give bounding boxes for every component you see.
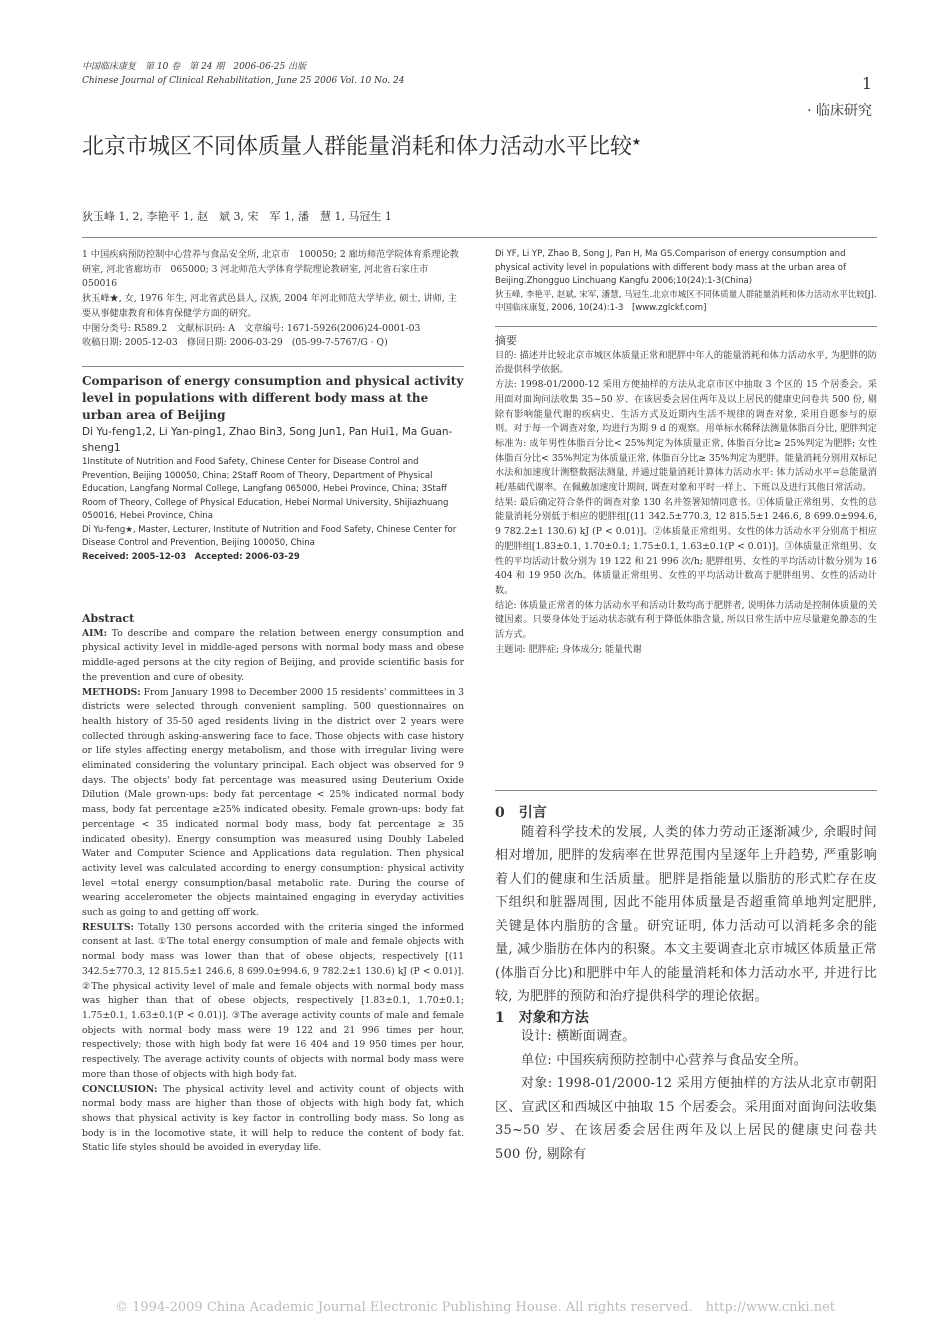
abstract-cn-aim: 目的: 描述并比较北京市城区体质量正常和肥胖中年人的能量消耗和体力活动水平, 为肥胖的防治提供科学依据。 <box>495 349 877 376</box>
title-star: ★ <box>632 137 641 148</box>
abstract-conclusion <box>82 1083 464 1157</box>
left-divider <box>82 366 464 367</box>
en-authors: Di Yu-feng1,2, Li Yan-ping1, Zhao Bin3, Song Jun1, Pan Hui1, Ma Guan-sheng1 <box>82 426 453 454</box>
journal-en: Chinese Journal of Clinical Rehabilitation, June 25 2006 Vol. 10 No. 24 <box>82 76 405 86</box>
body-text <box>495 806 877 1166</box>
section1-heading: 1 对象和方法 <box>495 1009 589 1026</box>
citation-block <box>495 248 877 316</box>
methods-text: From January 1998 to December 2000 15 residents' committees in 3 districts were selected through convenient sampling. 500 questionnaires on health history of 35-50 aged residents living in the district over 2 years were collected through asking-answering face to face. Those objects with case history or life styles affecting energy metabolism, and those with irregular living were eliminated considering the voluntary principal. Each object was observed for 9 days. The objects' body fat percentage was measured using Deuterium Oxide Dilution (Male grown-ups: body fat percentage < 25% indicated normal body mass, body fat percentage ≥25% indicated obesity. Female grown-ups: body fat percentage < 35 indicated normal body mass, body fat percentage ≥ 35 indicated obesity). Energy consumption was measured using Doubly Labeled Water and Computer Science and Applications data regulation. Then physical activity level was calculated according to energy consumption: physical activity level =total energy consumption/basal metabolic rate. During the course of wearing accelerometer the objects maintained engaging in everyday activities such as going to and getting off work. <box>82 686 464 919</box>
abstract-end-divider <box>495 790 877 791</box>
en-received: Received: 2005-12-03 Accepted: 2006-03-29 <box>82 551 300 562</box>
design-text: 设计: 横断面调查。 <box>521 1029 636 1045</box>
abstract-results <box>82 921 464 1083</box>
abstract-heading: Abstract <box>82 612 135 625</box>
aim-text: To describe and compare the relation between energy consumption and physical activity level in middle-aged persons with normal body mass and obese middle-aged persons at the city region of Beijing, and provide scientific basis for the prevention and cure of obesity. <box>82 627 464 683</box>
affiliation-block <box>82 248 464 351</box>
abstract-cn-conclusion: 结论: 体质量正常者的体力活动水平和活动计数均高于肥胖者, 说明体力活动是控制体质量的关键因素。只要身体处于运动状态就有利于降低体脂含量, 所以日常生活中应尽量避免静态的生活方式。 <box>495 599 877 641</box>
received-cn: 收稿日期: 2005-12-03 修回日期: 2006-03-29 (05-99-7-5767/G · Q) <box>82 337 388 349</box>
aim-label: AIM: <box>82 627 107 639</box>
abstract-methods <box>82 686 464 921</box>
abstract-aim <box>82 627 464 686</box>
abstract-en <box>82 612 464 1156</box>
section0-heading: 0 引言 <box>495 805 547 821</box>
conclusion-label: CONCLUSION: <box>82 1083 158 1095</box>
section-tag: · 临床研究 <box>807 103 872 119</box>
citation-en: Di YF, Li YP, Zhao B, Song J, Pan H, Ma GS.Comparison of energy consumption and physical activity level in populations with different body mass at the urban area of Beijing.Zhongguo Linchuang Kangfu 2006;10(24):1-3(China) <box>495 249 846 286</box>
journal-cn: 中国临床康复 第 10 卷 第 24 期 2006-06-25 出版 <box>82 62 307 72</box>
results-label: RESULTS: <box>82 921 134 933</box>
keywords-cn: 主题词: 肥胖症; 身体成分; 能量代谢 <box>495 643 642 655</box>
en-bio: Di Yu-feng★, Master, Lecturer, Institute of Nutrition and Food Safety, Chinese Center for Disease Control and Prevention, Beijing 100050, China <box>82 524 457 548</box>
right-divider <box>495 326 877 327</box>
en-title: Comparison of energy consumption and physical activity level in populations with different body mass at the urban area of Beijing <box>82 374 464 422</box>
citation-cn: 狄玉峰, 李艳平, 赵斌, 宋军, 潘慧, 马冠生.北京市城区不同体质量人群能量消耗和体力活动水平比较[J].中国临床康复, 2006, 10(24):1-3 [www.zglckf.com] <box>495 289 877 313</box>
section0-text: 随着科学技术的发展, 人类的体力劳动正逐渐减少, 余暇时间相对增加, 肥胖的发病率在世界范围内呈逐年上升趋势, 严重影响着人们的健康和生活质量。肥胖是指能量以脂肪的形式贮存在皮下组织和脏器周围, 因此不能用体质量是否超重简单地判定肥胖, 关键是体内脂肪的含量。研究证明, 体力活动可以消耗多余的能量, 减少脂肪在体内的积聚。本文主要调查北京市城区体质量正常(体脂百分比)和肥胖中年人的能量消耗和体力活动水平, 并进行比较, 为肥胖的预防和治疗提供科学的理论依据。 <box>495 824 877 1005</box>
authors-cn: 狄玉峰 1, 2, 李艳平 1, 赵 斌 3, 宋 军 1, 潘 慧 1, 马冠生 1 <box>82 210 392 223</box>
affiliation-cn: 1 中国疾病预防控制中心营养与食品安全所, 北京市 100050; 2 廊坊师范学院体育系理论教研室, 河北省廊坊市 065000; 3 河北师范大学体育学院理论教研室, 河北省石家庄市 050016 <box>82 249 459 290</box>
abstract-cn-heading: 摘要 <box>495 334 517 347</box>
page-number: 1 <box>861 74 872 93</box>
conclusion-text: The physical activity level and activity count of objects with normal body mass are higher than those of objects with high body fat, which shows that physical activity is key factor in controlling body mass. So long as body is in the locomotive state, it will help to reduce the content of body fat. Static life styles should be avoided in everyday life. <box>82 1083 464 1154</box>
english-header <box>82 373 464 564</box>
class-line: 中图分类号: R589.2 文献标识码: A 文章编号: 1671-5926(2006)24-0001-03 <box>82 322 421 334</box>
subjects-text: 对象: 1998-01/2000-12 采用方便抽样的方法从北京市朝阳区、宣武区和西城区中抽取 15 个居委会。采用面对面询问法收集 35~50 岁、在该居委会居住两年及以上居民的健康史问卷共 500 份, 剔除有 <box>495 1076 878 1162</box>
abstract-cn-methods: 方法: 1998-01/2000-12 采用方便抽样的方法从北京市区中抽取 3 个区的 15 个居委会。采用面对面询问法收集 35~50 岁、在该居委会居住两年及以上居民的健康史问卷共 500 份, 剔除有影响能量代谢的疾病史、生活方式及近期内生活不规律的调查对象, 采用自愿参与的原则。对于每一个调查对象, 均进行为期 9 d 的观察。用单标水稀释法测量体脂百分比, 肥胖判定标准为: 成年男性体脂百分比< 25%判定为体质量正常, 体脂百分比≥ 25%判定为肥胖; 女性体脂百分比< 35%判定为体质量正常, 体脂百分比≥ 35%判定为肥胖。能量消耗分别用双标记水法和加速度计测整数据法测量, 并通过能量消耗计算体力活动水平: 体力活动水平=总能量消耗/基础代谢率。在佩戴加速度计期间, 调查对象和平时一样上、下班以及进行其他日常活动。 <box>495 379 877 494</box>
copyright-footer: © 1994-2009 China Academic Journal Electronic Publishing House. All rights reserved. http://www.cnki.net <box>115 1300 835 1315</box>
article-title <box>82 128 842 162</box>
methods-label: METHODS: <box>82 686 141 698</box>
title-text: 北京市城区不同体质量人群能量消耗和体力活动水平比较 <box>82 134 633 160</box>
top-divider <box>82 237 877 238</box>
unit-text: 单位: 中国疾病预防控制中心营养与食品安全所。 <box>521 1052 808 1068</box>
journal-header <box>82 60 404 88</box>
abstract-cn <box>495 334 877 657</box>
en-affiliation: 1Institute of Nutrition and Food Safety, Chinese Center for Disease Control and Prevention, Beijing 100050, China; 2Staff Room of Theory, Department of Physical Education, Langfang Normal College, Langfang 065000, Hebei Province, China; 3Staff Room of Theory, College of Physical Education, Hebei Normal University, Shijiazhuang 050016, Hebei Province, China <box>82 457 449 521</box>
results-text: Totally 130 persons accorded with the criteria singed the informed consent at last. ①The total energy consumption of male and female objects with normal body mass was lower than that of obese objects, respectively [(11 342.5±770.3, 12 815.5±1 246.6, 8 699.0±994.6, 9 782.2±1 130.6) kJ (P < 0.01)]. ②The physical activity level of male and female objects with normal body mass was higher than that of obese objects, respectively [1.83±0.1, 1.70±0.1; 1.75±0.1, 1.63±0.1(P < 0.01)]. ③The average activity counts of male and female objects with normal body mass were 19 122 and 21 996 times per hour, respectively; those with high body fat were 16 404 and 19 950 times per hour, respectively. The average activity counts of objects with normal body mass were more than those of objects with high body fat. <box>82 921 464 1080</box>
bio-cn: 狄玉峰★, 女, 1976 年生, 河北省武邑县人, 汉族, 2004 年河北师范大学毕业, 硕士, 讲师, 主要从事健康教育和体育保健学方面的研究。 <box>82 293 457 319</box>
abstract-cn-results: 结果: 最后确定符合条件的调查对象 130 名并签署知情同意书。①体质量正常组男、女性的总能量消耗分别低于相应的肥胖组[(11 342.5±770.3, 12 815.5±1 246.6, 8 699.0±994.6, 9 782.2±1 130.6) kJ (P < 0.01)]。②体质量正常组男、女性的体力活动水平分别高于相应的肥胖组[1.83±0.1, 1.70±0.1; 1.75±0.1, 1.63±0.1(P < 0.01)]。③体质量正常组男、女性的平均活动计数分别为 19 122 和 21 996 次/h; 肥胖组男、女性的平均活动计数分别为 16 404 和 19 950 次/h。体质量正常组男、女性的平均活动计数高于肥胖组男、女性的活动计数。 <box>495 496 877 596</box>
